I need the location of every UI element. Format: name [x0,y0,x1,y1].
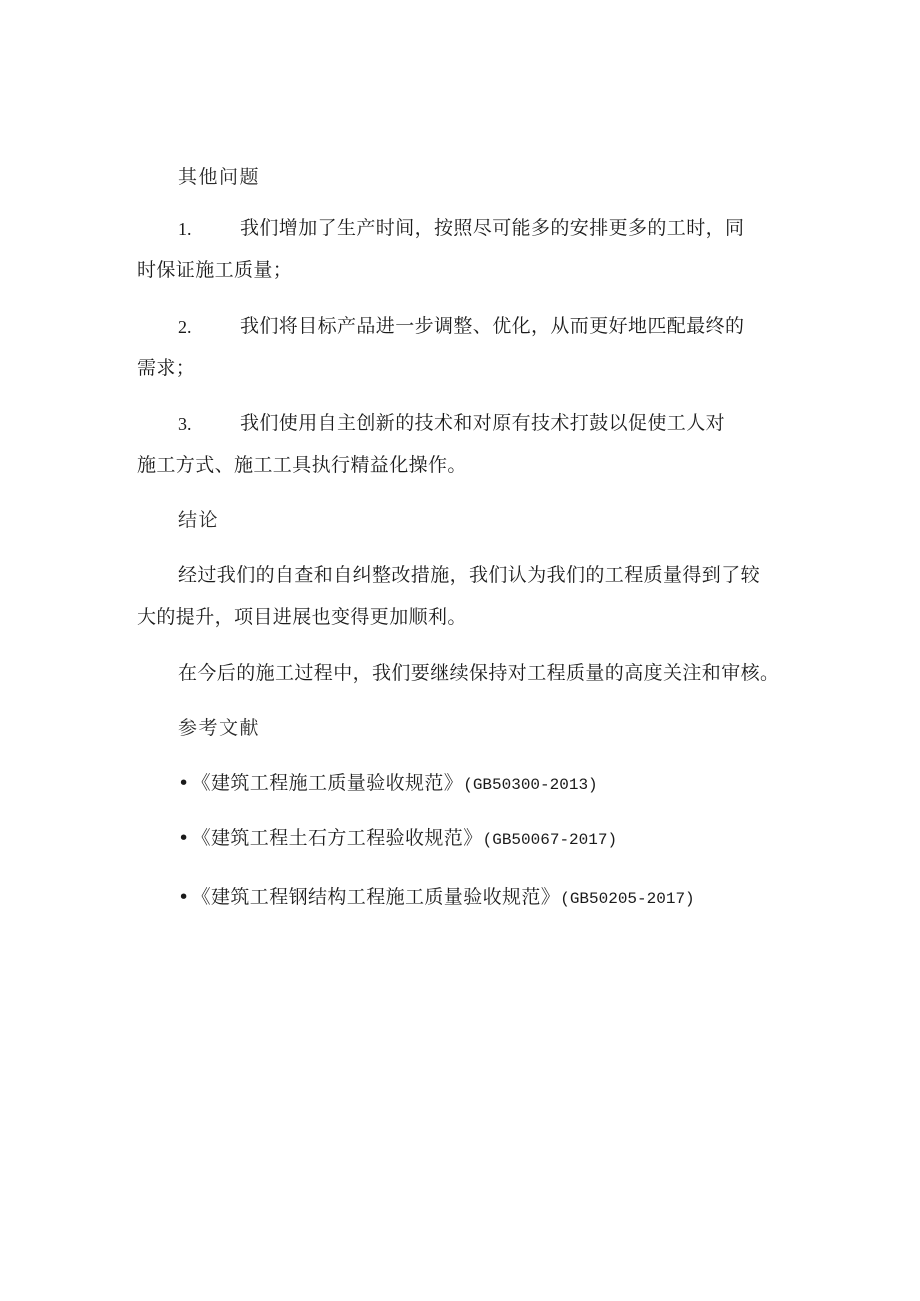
list-item-text-line2: 时保证施工质量； [137,259,293,281]
list-item-text-line1: 我们增加了生产时间，按照尽可能多的安排更多的工时，同 [240,217,745,239]
list-item-number: 2. [178,317,192,337]
list-item-number: 1. [178,219,192,239]
list-item-text-line1: 我们使用自主创新的技术和对原有技术打鼓以促使工人对 [240,412,726,434]
reference-item [178,884,695,912]
bullet-icon: • [178,886,190,908]
section-heading-references: 参考文献 [178,717,261,739]
conclusion-paragraph-line1: 经过我们的自查和自纠整改措施，我们认为我们的工程质量得到了较 [178,564,761,586]
bullet-icon: • [178,772,190,794]
reference-code: (GB50205-2017) [560,890,695,908]
reference-code: (GB50300-2013) [463,776,598,794]
reference-title: 《建筑工程钢结构工程施工质量验收规范》 [191,886,561,908]
reference-item [178,770,598,798]
reference-code: (GB50067-2017) [482,831,618,849]
reference-item [178,825,617,853]
list-item-number: 3. [178,414,192,434]
conclusion-paragraph-line2: 大的提升，项目进展也变得更加顺利。 [137,606,467,628]
bullet-icon: • [178,827,190,849]
conclusion-paragraph-2: 在今后的施工过程中，我们要继续保持对工程质量的高度关注和审核。 [178,662,780,684]
reference-title: 《建筑工程施工质量验收规范》 [191,772,464,794]
section-heading-other-issues: 其他问题 [178,166,261,188]
section-heading-conclusion: 结论 [178,509,220,531]
list-item-text-line2: 需求； [137,357,196,379]
list-item-text-line1: 我们将目标产品进一步调整、优化，从而更好地匹配最终的 [240,315,745,337]
list-item-text-line2: 施工方式、施工工具执行精益化操作。 [137,454,467,476]
reference-title: 《建筑工程土石方工程验收规范》 [191,827,483,849]
